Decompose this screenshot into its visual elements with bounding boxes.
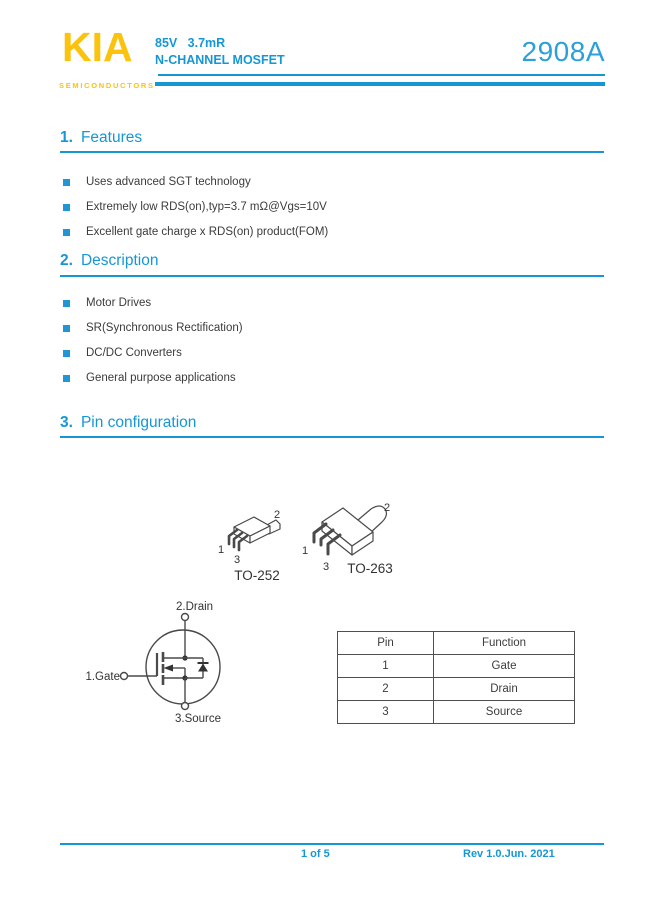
package-caption: TO-252 (234, 568, 280, 583)
bullet-square-icon (63, 229, 70, 236)
section-rule (60, 436, 604, 438)
description-text: SR(Synchronous Rectification) (86, 322, 243, 334)
pin-cell: 2 (338, 678, 434, 701)
function-cell: Source (434, 701, 575, 724)
footer-rule (60, 843, 604, 845)
description-text: DC/DC Converters (86, 347, 182, 359)
brand-logo-subtitle: SEMICONDUCTORS (59, 81, 155, 90)
section-title: Pin configuration (80, 414, 197, 431)
section-heading-description (60, 252, 158, 270)
description-item (63, 322, 243, 336)
pin-cell: 1 (338, 655, 434, 678)
table-header-row (338, 632, 575, 655)
feature-item (63, 176, 251, 190)
package-diagram-to252 (213, 505, 301, 585)
footer-revision: Rev 1.0.Jun. 2021 (463, 848, 555, 860)
mosfet-symbol-diagram (75, 595, 240, 730)
section-number: 2. (60, 252, 73, 269)
feature-text: Excellent gate charge x RDS(on) product(FOM) (86, 226, 329, 238)
section-number: 1. (60, 129, 73, 146)
bullet-square-icon (63, 204, 70, 211)
bullet-square-icon (63, 179, 70, 186)
section-rule (60, 151, 604, 153)
bullet-square-icon (63, 375, 70, 382)
table-header-pin: Pin (338, 632, 434, 655)
header-voltage-spec: 85V 3.7mR (155, 36, 226, 50)
pin-number-label: 2 (383, 502, 391, 514)
drain-label: 2.Drain (176, 601, 214, 613)
pin-number-label: 1 (217, 544, 225, 556)
feature-text: Uses advanced SGT technology (86, 176, 251, 188)
pin-number-label: 3 (322, 561, 330, 573)
feature-text: Extremely low RDS(on),typ=3.7 mΩ@Vgs=10V (86, 201, 327, 213)
bullet-square-icon (63, 325, 70, 332)
header-rule-thin (158, 74, 605, 76)
body-arrow-icon (164, 665, 174, 672)
description-item (63, 372, 236, 386)
source-terminal (182, 703, 189, 710)
table-row (338, 678, 575, 701)
header-rule-thick (155, 82, 605, 86)
section-heading-pin-configuration (60, 414, 196, 432)
pin-function-table (337, 631, 575, 724)
brand-logo: KIA (62, 24, 133, 70)
gate-label: 1.Gate (85, 671, 120, 683)
header-device-type: N-CHANNEL MOSFET (155, 53, 285, 67)
section-number: 3. (60, 414, 73, 431)
drain-terminal (182, 614, 189, 621)
table-row (338, 701, 575, 724)
section-title: Description (80, 252, 159, 269)
function-cell: Gate (434, 655, 575, 678)
description-item (63, 297, 151, 311)
description-text: Motor Drives (86, 297, 152, 309)
package-caption: TO-263 (347, 561, 393, 576)
pin-number-label: 2 (273, 509, 281, 521)
pin-number-label: 3 (233, 554, 241, 566)
gate-terminal (121, 673, 128, 680)
part-number: 2908A (521, 36, 605, 67)
table-row (338, 655, 575, 678)
section-heading-features (60, 129, 142, 147)
feature-item (63, 226, 328, 240)
table-header-function: Function (434, 632, 575, 655)
description-text: General purpose applications (86, 372, 236, 384)
description-item (63, 347, 182, 361)
diode-triangle-icon (198, 664, 208, 672)
source-label: 3.Source (175, 713, 222, 725)
bullet-square-icon (63, 300, 70, 307)
section-title: Features (80, 129, 143, 146)
function-cell: Drain (434, 678, 575, 701)
section-rule (60, 275, 604, 277)
package-diagram-to263 (298, 500, 398, 586)
feature-item (63, 201, 327, 215)
bullet-square-icon (63, 350, 70, 357)
pin-number-label: 1 (301, 545, 309, 557)
footer-page-indicator: 1 of 5 (301, 848, 330, 860)
pin-cell: 3 (338, 701, 434, 724)
